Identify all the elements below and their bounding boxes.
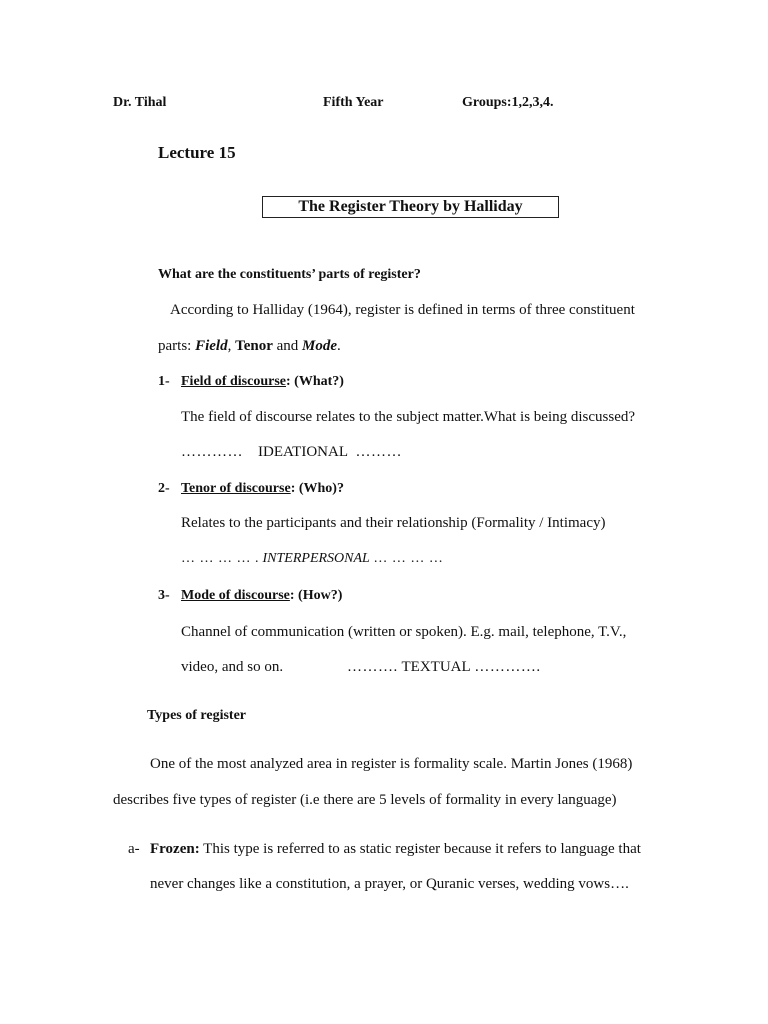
frozen-line-2: never changes like a constitution, a prayer, or Quranic verses, wedding vows…. <box>150 876 629 892</box>
intro-line-1: According to Halliday (1964), register is defined in terms of three constituent <box>170 302 635 318</box>
period: . <box>337 338 341 354</box>
part-tenor: Tenor <box>235 338 273 354</box>
item-3-term: Mode of discourse <box>181 588 290 603</box>
frozen-line-1 <box>150 841 641 858</box>
item-2-meta-prefix: … … … … . <box>181 551 259 566</box>
item-2-desc: Relates to the participants and their relationship (Formality / Intimacy) <box>181 515 606 531</box>
item-1-desc: The field of discourse relates to the subject matter.What is being discussed? <box>181 409 636 425</box>
item-2-heading <box>181 481 344 497</box>
part-mode: Mode <box>302 338 338 354</box>
item-1-heading <box>181 374 344 390</box>
groups-label: Groups:1,2,3,4. <box>462 95 554 110</box>
types-heading: Types of register <box>147 708 247 723</box>
intro-prefix: parts: <box>158 338 196 354</box>
topic-title-box: The Register Theory by Halliday <box>262 196 559 218</box>
item-2-term: Tenor of discourse <box>181 481 291 496</box>
item-1-suffix: : (What?) <box>286 374 344 389</box>
frozen-desc: This type is referred to as static register because it refers to language that <box>199 841 641 857</box>
item-2-meta-suffix: … … … … <box>373 551 444 566</box>
frozen-marker: a- <box>128 841 140 857</box>
year-label: Fifth Year <box>323 95 384 110</box>
item-2-meta <box>181 551 443 567</box>
part-field: Field <box>195 338 228 354</box>
types-para-line-2: describes five types of register (i.e there are 5 levels of formality in every language) <box>113 792 617 808</box>
item-3-number: 3- <box>158 588 170 603</box>
item-1-meta-suffix: ……… <box>355 444 402 460</box>
item-3-desc: Channel of communication (written or spoken). E.g. mail, telephone, T.V., <box>181 624 627 640</box>
item-1-term: Field of discourse <box>181 374 286 389</box>
item-2-metafunction: INTERPERSONAL <box>262 551 370 566</box>
item-1-meta <box>181 444 402 461</box>
item-2-suffix: : (Who)? <box>290 481 344 496</box>
frozen-term: Frozen: <box>150 841 200 857</box>
item-3-desc-2: video, and so on. <box>181 659 284 675</box>
item-1-metafunction: IDEATIONAL <box>258 444 348 460</box>
comma-1: , <box>227 338 236 354</box>
instructor-name: Dr. Tihal <box>113 95 167 110</box>
item-3-suffix: : (How?) <box>289 588 343 603</box>
item-3-meta <box>347 659 541 676</box>
item-3-meta-prefix: ………. <box>347 659 398 675</box>
item-1-number: 1- <box>158 374 170 389</box>
types-para-line-1: One of the most analyzed area in register is formality scale. Martin Jones (1968) <box>150 756 633 772</box>
item-3-meta-suffix: …………. <box>474 659 541 675</box>
and-word: and <box>272 338 303 354</box>
constituents-question: What are the constituents’ parts of register? <box>158 267 421 282</box>
intro-line-2 <box>158 338 341 355</box>
lecture-title: Lecture 15 <box>158 143 236 162</box>
item-3-heading <box>181 588 342 604</box>
item-1-meta-prefix: ………… <box>181 444 243 460</box>
item-2-number: 2- <box>158 481 170 496</box>
item-3-metafunction: TEXTUAL <box>401 659 471 675</box>
